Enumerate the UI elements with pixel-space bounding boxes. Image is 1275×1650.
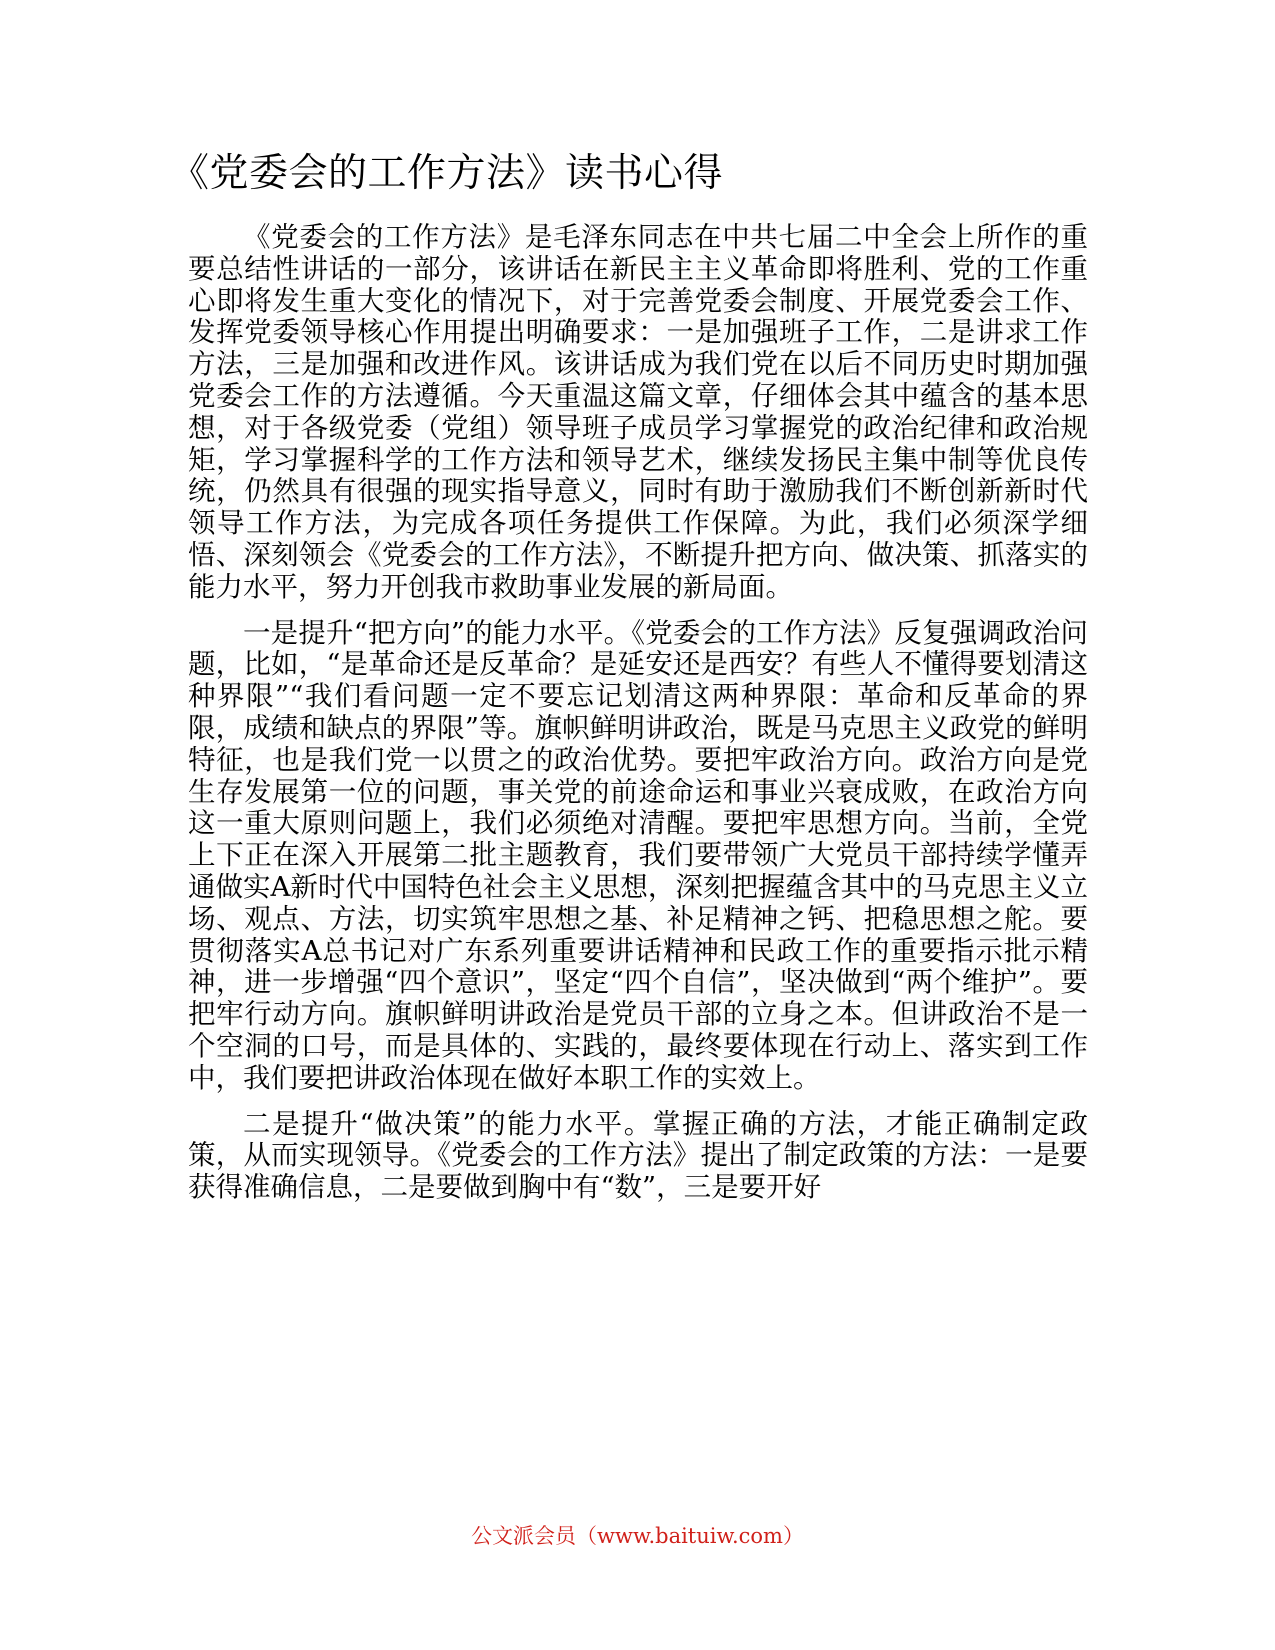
document-body xyxy=(188,222,1088,1218)
body-paragraph-intro: 《党委会的工作方法》是毛泽东同志在中共七届二中全会上所作的重要总结性讲话的一部分，该讲话在新民主主义革命即将胜利、党的工作重心即将发生重大变化的情况下，对于完善党委会制度、开展党委会工作、发挥党委领导核心作用提出明确要求：一是加强班子工作，二是讲求工作方法，三是加强和改进作风。该讲话成为我们党在以后不同历史时期加强党委会工作的方法遵循。今天重温这篇文章，仔细体会其中蕴含的基本思想，对于各级党委（党组）领导班子成员学习掌握党的政治纪律和政治规矩，学习掌握科学的工作方法和领导艺术，继续发扬民主集中制等优良传统，仍然具有很强的现实指导意义，同时有助于激励我们不断创新新时代领导工作方法，为完成各项任务提供工作保障。为此，我们必须深学细悟、深刻领会《党委会的工作方法》，不断提升把方向、做决策、抓落实的能力水平，努力开创我市救助事业发展的新局面。 xyxy=(188,221,1088,603)
document-title: 《党委会的工作方法》读书心得 xyxy=(170,151,724,196)
body-paragraph-direction: 一是提升“把方向”的能力水平。《党委会的工作方法》反复强调政治问题，比如，“是革命还是反革命？是延安还是西安？有些人不懂得要划清这种界限”“我们看问题一定不要忘记划清这两种界限：革命和反革命的界限，成绩和缺点的界限”等。旗帜鲜明讲政治，既是马克思主义政党的鲜明特征，也是我们党一以贯之的政治优势。要把牢政治方向。政治方向是党生存发展第一位的问题，事关党的前途命运和事业兴衰成败，在政治方向这一重大原则问题上，我们必须绝对清醒。要把牢思想方向。当前，全党上下正在深入开展第二批主题教育，我们要带领广大党员干部持续学懂弄通做实A新时代中国特色社会主义思想，深刻把握蕴含其中的马克思主义立场、观点、方法，切实筑牢思想之基、补足精神之钙、把稳思想之舵。要贯彻落实A总书记对广东系列重要讲话精神和民政工作的重要指示批示精神，进一步增强“四个意识”，坚定“四个自信”，坚决做到“两个维护”。要把牢行动方向。旗帜鲜明讲政治是党员干部的立身之本。但讲政治不是一个空洞的口号，而是具体的、实践的，最终要体现在行动上、落实到工作中，我们要把讲政治体现在做好本职工作的实效上。 xyxy=(188,616,1088,1094)
footer-watermark-text: 公文派会员（www.baituiw.com） xyxy=(471,1524,804,1548)
body-paragraph-decision: 二是提升“做决策”的能力水平。掌握正确的方法，才能正确制定政策，从而实现领导。《党委会的工作方法》提出了制定政策的方法：一是要获得准确信息，二是要做到胸中有“数”，三是要开好 xyxy=(188,1107,1088,1204)
